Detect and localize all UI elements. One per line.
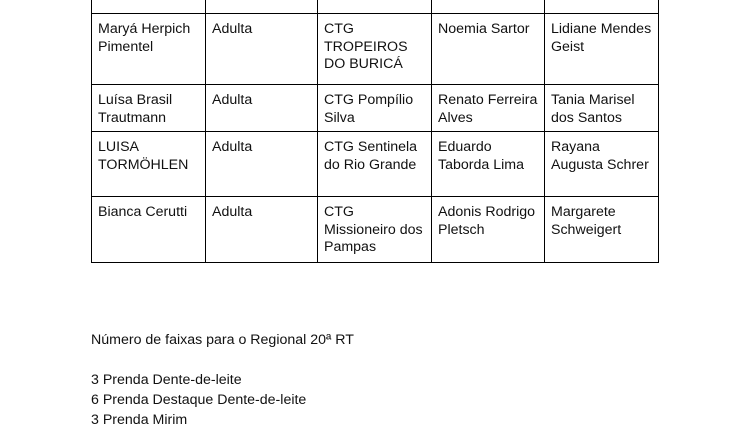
table-row	[92, 85, 659, 132]
table-cell-category: Adulta	[206, 14, 318, 85]
table-row	[92, 0, 659, 14]
table-cell-col5: Rayana Augusta Schrer	[545, 132, 659, 197]
table-row	[92, 132, 659, 197]
table-cell-category: Adulta	[206, 197, 318, 263]
table-cell-col4: Noemia Sartor	[432, 14, 545, 85]
table-cell-col4: Eduardo Taborda Lima	[432, 132, 545, 197]
table-cell-entity: CTG Sentinela do Rio Grande	[318, 132, 432, 197]
table-cell-col5: Lidiane Mendes Geist	[545, 14, 659, 85]
table-cell-col5: Margarete Schweigert	[545, 197, 659, 263]
table-cell-name: Maryá Herpich Pimentel	[92, 14, 206, 85]
table-cell-col5	[545, 0, 659, 14]
table-cell-name: LUISA TORMÖHLEN	[92, 132, 206, 197]
table-row	[92, 197, 659, 263]
table-cell-name: Bianca Cerutti	[92, 197, 206, 263]
table-cell-category: Adulta	[206, 85, 318, 132]
table-cell-col4: Adonis Rodrigo Pletsch	[432, 197, 545, 263]
list-item: 3 Prenda Mirim	[91, 412, 188, 428]
list-item: 3 Prenda Dente-de-leite	[91, 372, 242, 388]
table-cell-entity: CTG TROPEIROS DO BURICÁ	[318, 14, 432, 85]
table-cell-entity: CTG Pompílio Silva	[318, 85, 432, 132]
table-cell-col5: Tania Marisel dos Santos	[545, 85, 659, 132]
table-cell-name	[92, 0, 206, 14]
notes-heading: Número de faixas para o Regional 20ª RT	[91, 332, 354, 348]
table-cell-col4: Renato Ferreira Alves	[432, 85, 545, 132]
notes-section	[91, 330, 354, 430]
table-cell-entity: CTG Missioneiro dos Pampas	[318, 197, 432, 263]
table-row	[92, 14, 659, 85]
table-cell-category: Adulta	[206, 132, 318, 197]
table-cell-name: Luísa Brasil Trautmann	[92, 85, 206, 132]
list-item: 6 Prenda Destaque Dente-de-leite	[91, 392, 307, 408]
table-cell-category	[206, 0, 318, 14]
table-cell-col4	[432, 0, 545, 14]
table-cell-entity	[318, 0, 432, 14]
results-table	[91, 0, 659, 263]
